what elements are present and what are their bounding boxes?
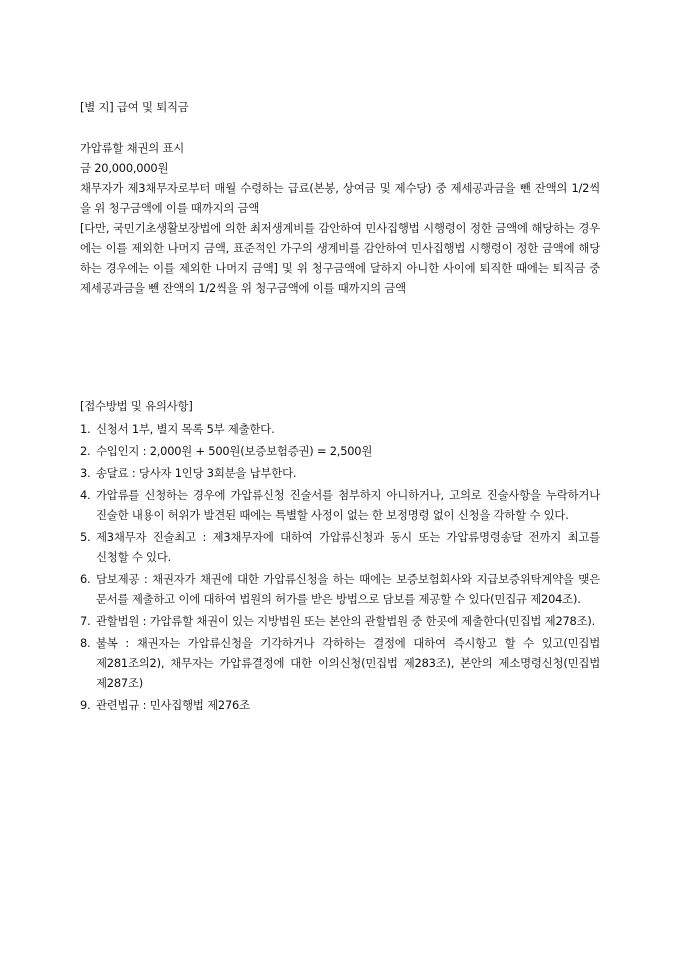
note-number: 3. bbox=[80, 466, 91, 480]
claim-description: 채무자가 제3채무자로부터 매월 수령하는 급료(본봉, 상여금 및 제수당) 중 제세공과금을 뺀 잔액의 1/2씩을 위 청구금액에 이를 때까지의 금액 bbox=[80, 181, 600, 215]
note-text: 담보제공 : 채권자가 채권에 대한 가압류신청을 하는 때에는 보증보험회사와 지급보증위탁계약을 맺은 문서를 제출하고 이에 대하여 법원의 허가를 받은 방법으로 담보를 제공할 수 있다(민집규 제204조). bbox=[96, 572, 600, 606]
note-text: 수입인지 : 2,000원 + 500원(보증보험증권) = 2,500원 bbox=[96, 444, 373, 458]
note-number: 5. bbox=[80, 530, 91, 544]
attachment-title: [별 지] 급여 및 퇴직금 bbox=[80, 100, 189, 114]
note-number: 8. bbox=[80, 636, 91, 650]
note-item-8 bbox=[80, 633, 600, 693]
note-text: 송달료 : 당사자 1인당 3회분을 납부한다. bbox=[96, 466, 297, 480]
claim-proviso: [다만, 국민기초생활보장법에 의한 최저생계비를 감안하여 민사집행법 시행령이 정한 금액에 해당하는 경우에는 이를 제외한 나머지 금액, 표준적인 가구의 생계비를 감안하여 민사집행법 시행령이 정한 금액에 해당하는 경우에는 이를 제외한 나머지 금액] 및 위 청구금액에 달하지 아니한 사이에 퇴직한 때에는 퇴직금 중 제세공과금을 뺀 잔액의 1/2씩을 위 청구금액에 이를 때까지의 금액 bbox=[80, 221, 600, 295]
note-text: 관할법원 : 가압류할 채권이 있는 지방법원 또는 본안의 관할법원 중 한곳에 제출한다(민집법 제278조). bbox=[96, 614, 596, 628]
note-text: 신청서 1부, 별지 목록 5부 제출한다. bbox=[96, 422, 275, 436]
notes-section bbox=[80, 396, 600, 717]
note-text: 관련법규 : 민사집행법 제276조 bbox=[96, 698, 250, 712]
claim-amount: 금 20,000,000원 bbox=[80, 161, 169, 175]
note-item-5 bbox=[80, 527, 600, 567]
note-number: 1. bbox=[80, 422, 91, 436]
note-number: 9. bbox=[80, 698, 91, 712]
note-number: 4. bbox=[80, 488, 91, 502]
note-item-4 bbox=[80, 485, 600, 525]
note-item-7 bbox=[80, 611, 600, 631]
note-text: 불복 : 채권자는 가압류신청을 기각하거나 각하하는 결정에 대하여 즉시항고 할 수 있고(민집법 제281조의2), 채무자는 가압류결정에 대한 이의신청(민집법 제283조), 본안의 제소명령신청(민집법 제287조) bbox=[96, 636, 600, 690]
notes-title: [접수방법 및 유의사항] bbox=[80, 399, 193, 413]
note-number: 6. bbox=[80, 572, 91, 586]
note-number: 7. bbox=[80, 614, 91, 628]
note-text: 제3채무자 진술최고 : 제3채무자에 대하여 가압류신청과 동시 또는 가압류명령송달 전까지 최고를 신청할 수 있다. bbox=[96, 530, 600, 564]
note-item-9 bbox=[80, 695, 600, 715]
note-item-1 bbox=[80, 419, 600, 439]
note-item-6 bbox=[80, 569, 600, 609]
document-body bbox=[80, 97, 600, 298]
claim-section bbox=[80, 138, 600, 298]
note-item-2 bbox=[80, 441, 600, 461]
claim-label: 가압류할 채권의 표시 bbox=[80, 141, 185, 155]
note-item-3 bbox=[80, 463, 600, 483]
note-text: 가압류를 신청하는 경우에 가압류신청 진술서를 첨부하지 아니하거나, 고의로 진술사항을 누락하거나 진술한 내용이 허위가 발견된 때에는 특별할 사정이 없는 한 보정명령 없이 신청을 각하할 수 있다. bbox=[96, 488, 600, 522]
note-number: 2. bbox=[80, 444, 91, 458]
